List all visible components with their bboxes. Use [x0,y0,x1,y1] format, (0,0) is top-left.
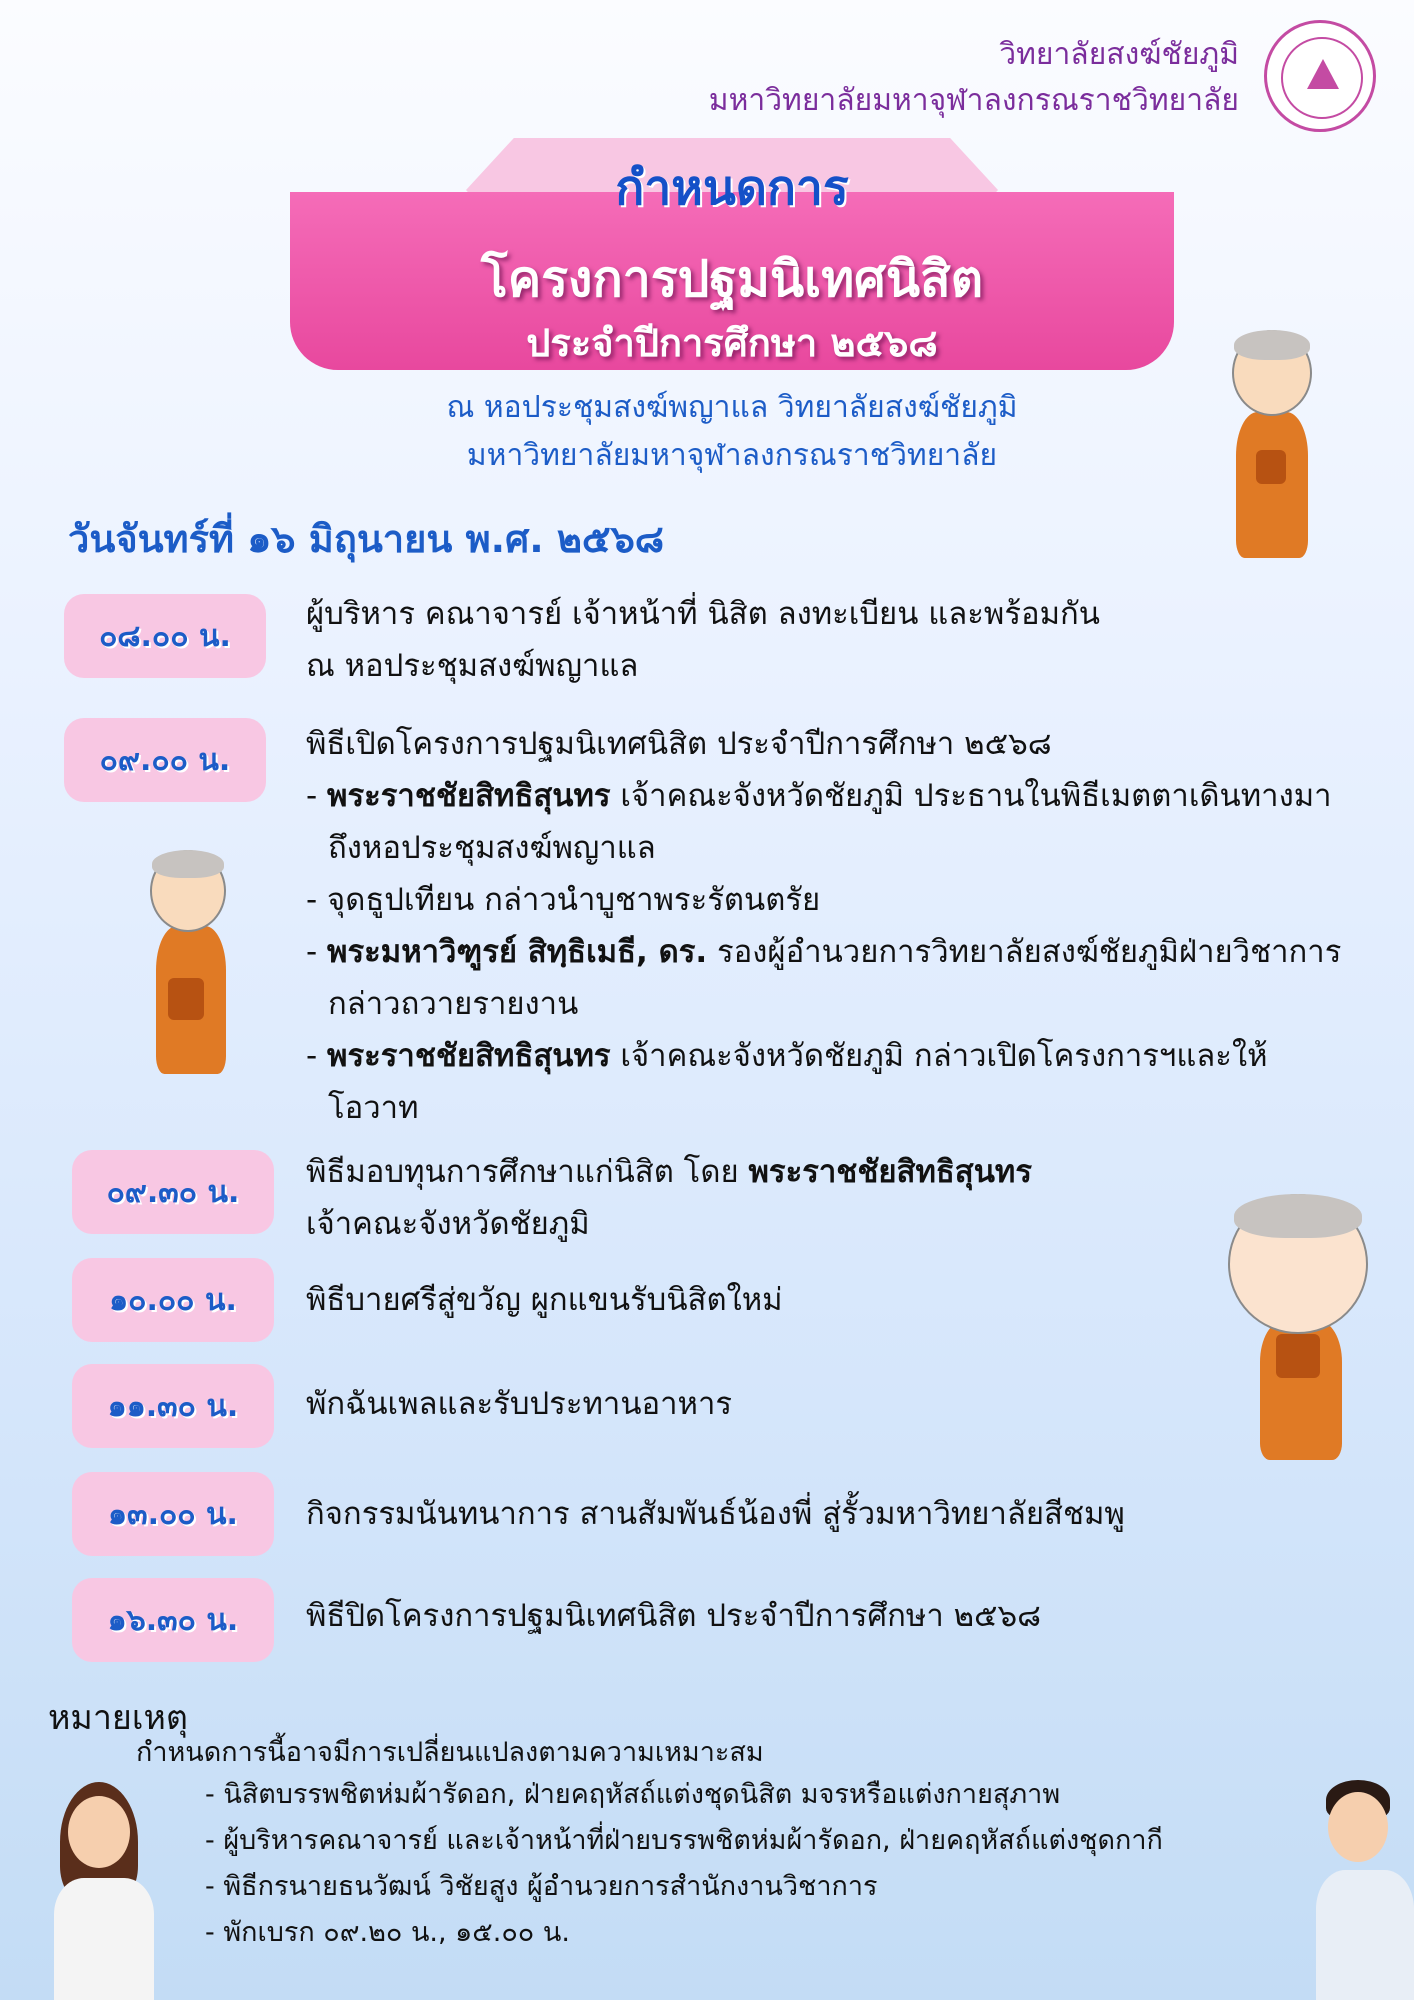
item-text: พิธีปิดโครงการปฐมนิเทศนิสิต ประจำปีการศึกษา ๒๕๖๘ [306,1598,1042,1634]
monk-hair [152,850,224,878]
note-item: - พิธีกรนายธนวัฒน์ วิชัยสูง ผู้อำนวยการสำนักงานวิชาการ [205,1871,878,1902]
bullet-text: เจ้าคณะจังหวัดชัยภูมิ ประธานในพิธีเมตตาเดินทางมาถึงหอประชุมสงฆ์พญาแล [328,778,1332,866]
monk-robe [1236,412,1308,558]
bullet-text: รองผู้อำนวยการวิทยาลัยสงฆ์ชัยภูมิฝ่ายวิชาการ กล่าวถวายรายงาน [328,934,1342,1022]
academic-year: ประจำปีการศึกษา ๒๕๖๘ [526,321,938,365]
monk-illustration [140,850,240,1084]
person-illustration [1300,1780,1414,2000]
item-text: พิธีบายศรีสู่ขวัญ ผูกแขนรับนิสิตใหม่ [306,1282,783,1318]
note-item: - นิสิตบรรพชิตห่มผ้ารัดอก, ฝ่ายคฤหัสถ์แต่งชุดนิสิต มจรหรือแต่งกายสุภาพ [205,1779,1061,1810]
note-item: - ผู้บริหารคณาจารย์ และเจ้าหน้าที่ฝ่ายบรรพชิตห่มผ้ารัดอก, ฝ่ายคฤหัสถ์แต่งชุดกากี [205,1825,1163,1856]
person-head [68,1796,130,1868]
schedule-item-0930 [306,1146,1344,1250]
event-date: วันจันทร์ที่ ๑๖ มิถุนายน พ.ศ. ๒๕๖๘ [68,517,665,561]
person-body [54,1878,154,2000]
monk-hair [1234,330,1310,360]
venue-line-1: ณ หอประชุมสงฆ์พญาแล วิทยาลัยสงฆ์ชัยภูมิ [446,390,1018,425]
monk-bowl-bag [1276,1334,1320,1378]
college-name: วิทยาลัยสงฆ์ชัยภูมิ [999,37,1239,72]
schedule-item-0900 [306,718,1344,1134]
person-name: พระราชชัยสิทธิสุนทร [327,778,611,814]
seal-emblem [1307,59,1339,89]
notes-list [205,1772,1365,1956]
monk-illustration [1222,330,1322,570]
time-badge: ๑๓.๐๐ น. [72,1472,274,1556]
time-badge: ๐๘.๐๐ น. [64,594,266,678]
schedule-heading: กำหนดการ [615,160,849,216]
venue [340,384,1124,480]
time-badge: ๐๙.๓๐ น. [72,1150,274,1234]
bullet: - พระราชชัยสิทธิสุนทร เจ้าคณะจังหวัดชัยภูมิ ประธานในพิธีเมตตาเดินทางมาถึงหอประชุมสงฆ์พญาแล [306,778,1332,866]
time-badge: ๑๖.๓๐ น. [72,1578,274,1662]
monk-illustration [1224,1194,1374,1472]
institution-header [709,32,1239,124]
schedule-item-1130 [306,1378,1344,1430]
venue-line-2: มหาวิทยาลัยมหาจุฬาลงกรณราชวิทยาลัย [466,438,998,473]
monk-hair [1234,1194,1362,1238]
item-text: เจ้าคณะจังหวัดชัยภูมิ [306,1206,590,1242]
monk-bowl-bag [168,978,204,1020]
person-name: พระราชชัยสิทธิสุนทร [748,1154,1032,1190]
item-text: ผู้บริหาร คณาจารย์ เจ้าหน้าที่ นิสิต ลงทะเบียน และพร้อมกัน [306,596,1100,632]
item-text [306,1146,1344,1198]
time-badge: ๑๐.๐๐ น. [72,1258,274,1342]
schedule-item-1000 [306,1274,1344,1326]
person-illustration [44,1782,184,2000]
project-title: โครงการปฐมนิเทศนิสิต [480,250,984,308]
seal-inner-ring [1281,37,1363,119]
bullet-text: เจ้าคณะจังหวัดชัยภูมิ กล่าวเปิดโครงการฯและให้โอวาท [328,1038,1268,1126]
schedule-item-1630 [306,1590,1344,1642]
person-head [1328,1792,1388,1862]
item-text-lead: พิธีมอบทุนการศึกษาแก่นิสิต โดย [306,1154,749,1190]
note-item: - พักเบรก ๐๙.๒๐ น., ๑๕.๐๐ น. [205,1917,570,1948]
item-text: พิธีเปิดโครงการปฐมนิเทศนิสิต ประจำปีการศึกษา ๒๕๖๘ [306,726,1052,762]
university-name: มหาวิทยาลัยมหาจุฬาลงกรณราชวิทยาลัย [708,83,1239,118]
schedule-item-0800 [306,588,1344,692]
time-badge: ๑๑.๓๐ น. [72,1364,274,1448]
bullet: - จุดธูปเทียน กล่าวนำบูชาพระรัตนตรัย [306,882,821,918]
schedule-item-1300 [306,1488,1344,1540]
item-text: พักฉันเพลและรับประทานอาหาร [306,1386,733,1422]
item-text: ณ หอประชุมสงฆ์พญาแล [306,648,639,684]
bullet: - พระราชชัยสิทธิสุนทร เจ้าคณะจังหวัดชัยภูมิ กล่าวเปิดโครงการฯและให้โอวาท [306,1038,1268,1126]
item-text: กิจกรรมนันทนาการ สานสัมพันธ์น้องพี่ สู่รั้วมหาวิทยาลัยสีชมพู [306,1496,1125,1532]
bullet: - พระมหาวิฑูรย์ สิทฺธิเมธี, ดร. รองผู้อำนวยการวิทยาลัยสงฆ์ชัยภูมิฝ่ายวิชาการ กล่าวถวายรายงาน [306,934,1342,1022]
person-body [1316,1870,1414,2000]
bullet-text: จุดธูปเทียน กล่าวนำบูชาพระรัตนตรัย [327,882,821,918]
university-seal-icon [1264,20,1376,132]
notes-heading: หมายเหตุ [48,1698,188,1738]
time-badge: ๐๙.๐๐ น. [64,718,266,802]
person-name: พระราชชัยสิทธิสุนทร [327,1038,611,1074]
notes-intro: กำหนดการนี้อาจมีการเปลี่ยนแปลงตามความเหมาะสม [136,1737,764,1768]
monk-bowl-bag [1256,450,1286,484]
person-name: พระมหาวิฑูรย์ สิทฺธิเมธี, ดร. [327,934,708,970]
